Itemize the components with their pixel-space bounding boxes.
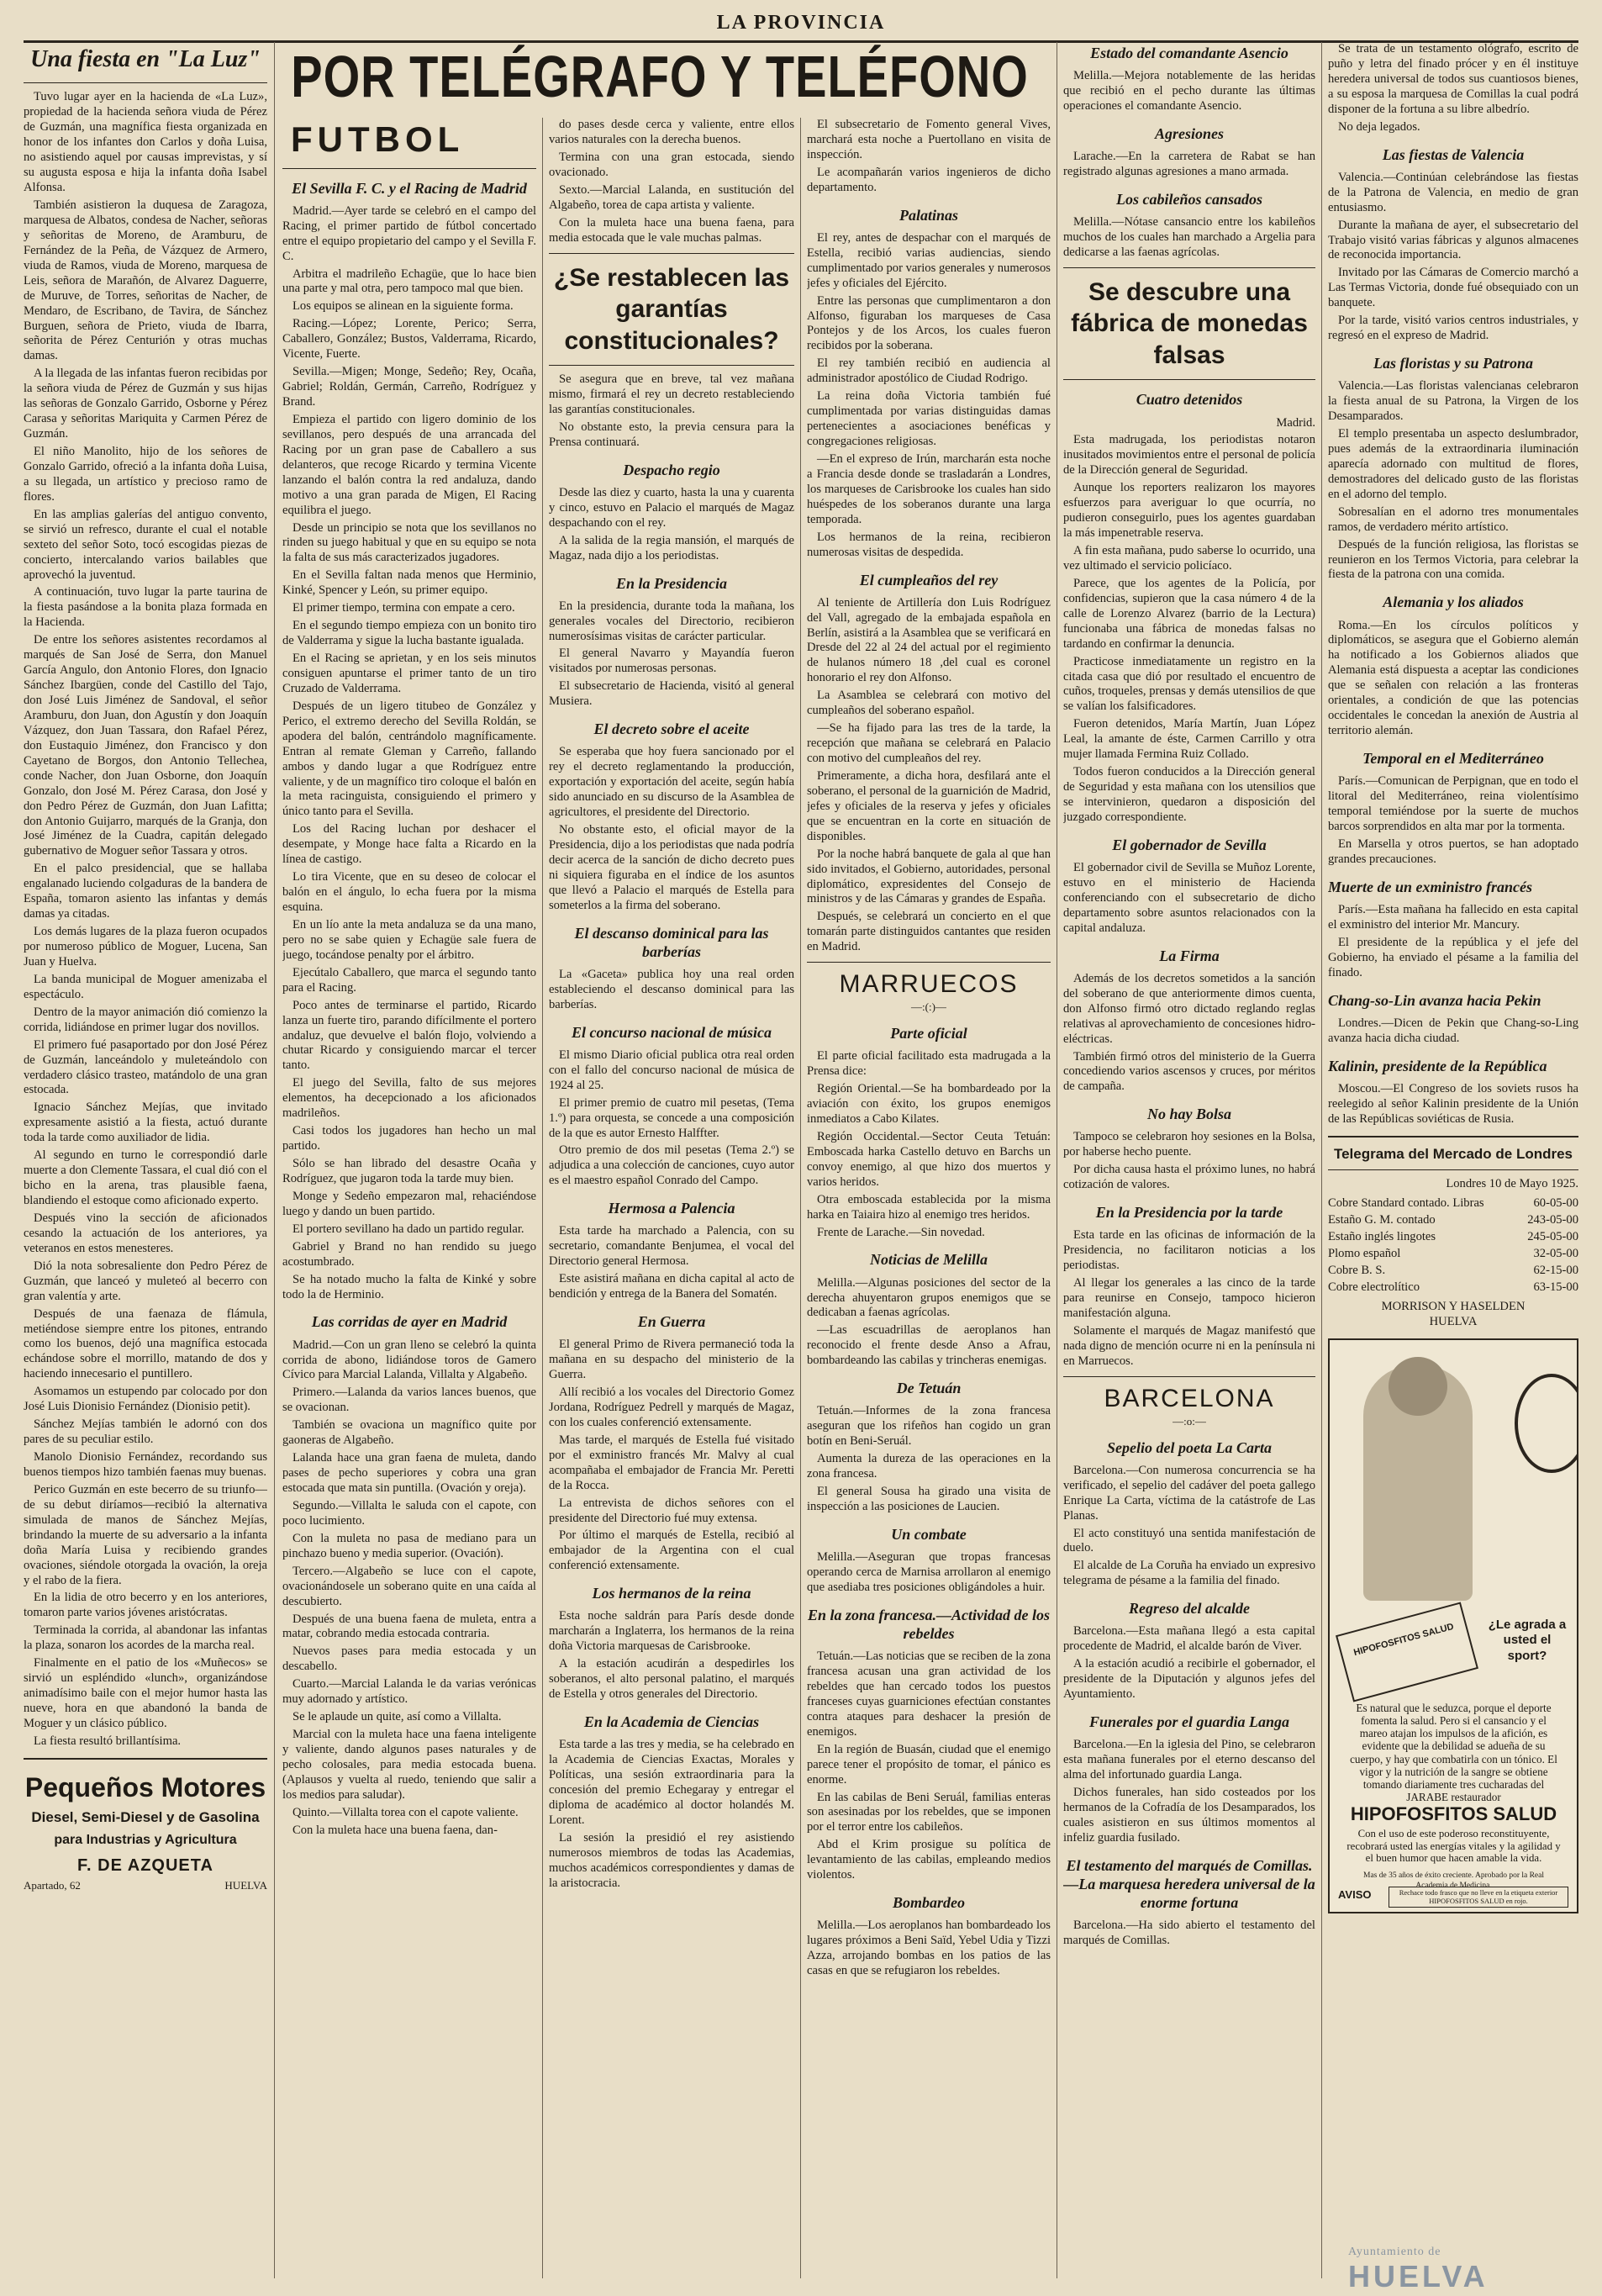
paragraph: Segundo.—Villalta le saluda con el capote, con poco lucimiento.	[282, 1498, 536, 1528]
paragraph: También se ovaciona un magnífico quite por gaoneras de Algabeño.	[282, 1418, 536, 1448]
paragraph: Mas tarde, el marqués de Estella fué visitado por el exministro francés Mr. Malvy al cual acompañaba el embajador de Francia Mr. Peretti de la Rocca.	[549, 1433, 794, 1492]
paragraph: Con la muleta hace una buena faena, dan-	[292, 1823, 498, 1837]
paragraph: La reina doña Victoria también fué cumplimentada por varias distinguidas damas pertenecientes a asociaciones benéficas y congregaciones religiosas.	[807, 389, 1051, 448]
paragraph: A la estación acudió a recibirle el gobernador, el presidente de la Diputación y algunos jefes del Ayuntamiento.	[1063, 1657, 1315, 1702]
paragraph: Monge y Sedeño empezaron mal, rehaciéndose luego y dando un buen partido.	[282, 1189, 536, 1218]
paragraph: Todos fueron conducidos a la Dirección general de Seguridad y esta mañana con los utensilios que se intervinieron, quedaron a disposición del juzgado correspondiente.	[1063, 765, 1315, 824]
subhead-floristas: Las floristas y su Patrona	[1373, 355, 1534, 372]
paragraph: Parece, que los agentes de la Policía, por confidencias, supieron que la casa número 4 de la calle de Lorenzo Alvarez (barrio de la Lectura) funcionaba una fábrica de monedas falsas no tardando en confirmar la denuncia.	[1063, 576, 1315, 651]
paragraph: Por último el marqués de Estella, recibió al embajador de la Argentina con el cual conferenció extensamente.	[549, 1528, 794, 1573]
paragraph: Frente de Larache.—Sin novedad.	[817, 1225, 985, 1239]
watermark-line-1: Ayuntamiento de	[1348, 2246, 1441, 2258]
paragraph: El subsecretario de Hacienda, visitó al general Musiera.	[549, 679, 794, 709]
subhead-testamento: El testamento del marqués de Comillas.—La marquesa heredera universal de la enorme fortuna	[1063, 1856, 1315, 1911]
paragraph: Poco antes de terminarse el partido, Ricardo lanza un fuerte tiro, parando difícilmente el portero andaluz, que devuelve el balón flojo, volviendo a chutar Ricardo y consiguiendo marcar el tercer tanto.	[282, 998, 536, 1073]
paragraph: Con la muleta no pasa de mediano para un pinchazo bueno y media superior. (Ovación).	[282, 1531, 536, 1560]
paragraph: Melilla.—Algunas posiciones del sector de la derecha ahuyentaron grupos enemigos que se dedicaban a faenas agrícolas.	[807, 1275, 1051, 1320]
paragraph: La banda municipal de Moguer amenizaba el espectáculo.	[24, 972, 267, 1001]
paragraph: Finalmente en el patio de los «Muñecos» se sirvió un espléndido «lunch», organizándose animadísimo baile con el mejor humor hasta las nueve, hora en que abandonó la banda de Moguer y un clásico público.	[24, 1656, 267, 1730]
paragraph: El general Navarro y Mayandía fueron visitados por numerosas personas.	[549, 647, 794, 676]
paragraph: En las cabilas de Beni Seruál, familias enteras son asesinadas por los rebeldes, que se imponen por el terror entre los cabileños.	[807, 1790, 1051, 1834]
paragraph: No obstante esto, el oficial mayor de la Presidencia, dijo a los periodistas que nada podría decir acerca de la sanción de dicho decreto pues ni siquiera figuraba en el índice de los asuntos que llevó a Palacio el marqués de Estella para someterlos a la firma del soberano.	[549, 823, 794, 912]
article-title-fiesta: Una fiesta en "La Luz"	[30, 46, 261, 72]
paragraph: El general Primo de Rivera permaneció toda la mañana en su despacho del ministerio de la Guerra.	[549, 1338, 794, 1382]
paragraph: El primer tiempo, termina con empate a cero.	[292, 601, 515, 615]
subhead-agresiones: Agresiones	[1154, 124, 1224, 142]
market-signature-2: HUELVA	[1429, 1314, 1478, 1328]
paragraph: Londres.—Dicen de Pekin que Chang-so-Ling avanza hacia dicha ciudad.	[1328, 1016, 1578, 1045]
subhead-cumpleanos: El cumpleaños del rey	[859, 571, 999, 589]
paragraph: Sexto.—Marcial Lalanda, en sustitución del Algabeño, torea de capa artista y valiente.	[549, 182, 794, 212]
paragraph: Los hermanos de la reina, recibieron numerosas visitas de despedida.	[807, 530, 1051, 559]
market-title: Telegrama del Mercado de Londres	[1333, 1145, 1573, 1162]
column-6	[1328, 42, 1578, 2278]
paragraph: Esta tarde a las tres y media, se ha celebrado en la Academia de Ciencias Exactas, Morales y Políticas, una sesión extraordinaria para la concesión del premio Echegaray y entregar el diploma de académico al doctor holandés M. Lorent.	[549, 1738, 794, 1827]
market-telegram	[1328, 1146, 1578, 1330]
ad-brand: HIPOFOSFITOS SALUD	[1350, 1802, 1557, 1824]
paragraph: Otro premio de dos mil pesetas (Tema 2.º) se adjudica a una colección de canciones, cuyo autor es el maestro español Conrado del Campo.	[549, 1143, 794, 1188]
paragraph: París.—Esta mañana ha fallecido en esta capital el exministro del interior Mr. Mancury.	[1328, 902, 1578, 932]
page-header	[24, 7, 1578, 43]
market-date: Londres 10 de Mayo 1925.	[1446, 1177, 1578, 1191]
paragraph: El acto constituyó una sentida manifestación de duelo.	[1063, 1526, 1315, 1555]
article-body-fiesta	[24, 90, 267, 1749]
paragraph: Los demás lugares de la plaza fueron ocupados por numeroso público de Moguer, Lucena, San Juan y Huelva.	[24, 925, 267, 969]
paragraph: De entre los señores asistentes recordamos al marqués de San José de Serra, don Manuel García Angulo, don Antonio Flores, don Ignacio Sánchez Ibargüen, conde del Castillo del Tajo, don José Luis Jiménez de Sandoval, el señor Aramburu, don Juan, don Agustín y don Joaquín Vázquez, don Juan Tassara, don Rafael Pérez, don Eustaquio Jiménez, don Francisco y don Cayetano de Borgos, don Antonio Tellechea, conde Nacher, don Juan Osborne, don Joaquín Gonzalo, don José M. Pérez Carasa, don José y don Pedro Pérez de Guzmán, don Juan Lafitta; don Antonio Guijarro, marqués de la Granja, don José Jiménez de la Cuadra, capitán delegado gubernativo de Moguer señor Tassara y otros.	[24, 633, 267, 858]
paragraph: Melilla.—Aseguran que tropas francesas operando cerca de Marnisa arrollaron al enemigo que asediaba tres posiciones obligándoles a huir.	[807, 1550, 1051, 1594]
paragraph: París.—Comunican de Perpignan, que en todo el litoral del Mediterráneo, reina violentísimo temporal temiéndose por la suerte de muchos barcos sorprendidos en alta mar por la tormenta.	[1328, 774, 1578, 833]
ad-motores-line: para Industrias y Agricultura	[54, 1833, 237, 1848]
subhead-palatinas: Palatinas	[898, 206, 958, 224]
paragraph: Dichos funerales, han sido costeados por los hermanos de la Cofradía de los Desamparados, los cuales asistieron en sus últimos momentos al infeliz guardia fusilado.	[1063, 1786, 1315, 1845]
ad-bottle-label: HIPOFOSFITOS SALUD	[1352, 1621, 1455, 1659]
paragraph: Este asistirá mañana en dicha capital al acto de bendición y entrega de la Banera del Somatén.	[549, 1272, 794, 1301]
subhead-guerra: En Guerra	[637, 1313, 706, 1331]
subhead-zona-francesa: En la zona francesa.—Actividad de los rebeldes	[807, 1606, 1050, 1642]
masthead-title: LA PROVINCIA	[716, 12, 886, 34]
paragraph: Invitado por las Cámaras de Comercio marchó a Las Termas Victoria, donde fué obsequiado con un banquete.	[1328, 266, 1578, 310]
table-cell-value: 32-05-00	[1533, 1247, 1578, 1261]
subhead-musica: El concurso nacional de música	[571, 1023, 772, 1041]
subhead-sepelio: Sepelio del poeta La Carta	[1107, 1438, 1272, 1456]
dateline-madrid: Madrid.	[1276, 415, 1315, 430]
paragraph: Asomamos un estupendo par colocado por don José Luis Dionisio Fernández (Dionisio petit).	[24, 1385, 267, 1414]
paragraph: Barcelona.—Esta mañana llegó a esta capital procedente de Madrid, el alcalde barón de Viver.	[1063, 1624, 1315, 1654]
paragraph: Aumenta la dureza de las operaciones en la zona francesa.	[807, 1452, 1051, 1481]
paragraph: A la llegada de las infantas fueron recibidas por la señora viuda de Pérez de Guzmán y sus hijas las señoras de Gonzalo Garrido, Osborne y Pérez Carasa y señoritas Mariquita y Carmen Pérez de Guzmán.	[24, 367, 267, 441]
paragraph: El primer premio de cuatro mil pesetas, (Tema 1.º) para orquesta, se concede a una composición de la que es autor Ernesto Halffter.	[549, 1095, 794, 1140]
subhead-presidencia: En la Presidencia	[615, 574, 727, 592]
ad-body-2: Con el uso de este poderoso reconstituyente, recobrará usted las energías vitales y la agilidad y el buen humor que hacen amable la vida.	[1346, 1827, 1561, 1865]
paragraph: Lo tira Vicente, que en su deseo de colocar el balón en el ángulo, lo echa fuera por la misma esquina.	[282, 870, 536, 915]
subhead-academia: En la Academia de Ciencias	[583, 1713, 760, 1730]
table-cell-value: 243-05-00	[1527, 1213, 1578, 1227]
paragraph: Se ha notado mucho la falta de Kinké y sobre todo la de Herminio.	[282, 1272, 536, 1301]
paragraph: Roma.—En los círculos políticos y diplomáticos, se asegura que el Gobierno alemán ha notificado a los Gobiernos aliados que Alemania está dispuesta a aceptar las condiciones que se señalen con relación a las fronteras orientales, a condición de que las potencias occidentales le concedan la anexión de Austria al territorio alemán.	[1328, 618, 1578, 738]
column-4	[807, 118, 1051, 2278]
table-row	[1328, 1196, 1578, 1212]
paragraph: Madrid.—Con un gran lleno se celebró la quinta corrida de abono, lidiándose toros de Gamero Cívico para Marcial Lalanda, Villalta y Algabeño.	[282, 1338, 536, 1382]
subhead-asencio: Estado del comandante Asencio	[1090, 45, 1288, 61]
paragraph: Se trata de un testamento ológrafo, escrito de puño y letra del finado prócer y en él instituye heredera universal de todos sus cuantiosos bienes, a su esposa la marquesa de Comillas la cual podrá disponer de la fortuna a su libre albedrío.	[1328, 42, 1578, 116]
paragraph: Valencia.—Continúan celebrándose las fiestas de la Patrona de Valencia, en medio de gran entusiasmo.	[1328, 170, 1578, 214]
paragraph: A la salida de la regia mansión, el marqués de Magaz, nada dijo a los periodistas.	[549, 533, 794, 562]
ad-body: Es natural que le seduzca, porque el deporte fomenta la salud. Pero si el cansancio y el mareo atajan los impulsos de la afición, es evidente que la debilidad se adueña de su cuerpo, y hay que combatirla con un tónico. El vigor y la nutrición de la sangre se obtiene tomando diariamente tres cucharadas del JARABE restaurador	[1350, 1701, 1557, 1804]
table-row	[1328, 1246, 1578, 1263]
table-cell-label: Estaño G. M. contado	[1328, 1213, 1436, 1227]
paragraph: Al llegar los generales a las cinco de la tarde para reunirse en Consejo, tampoco hicieron manifestación alguna.	[1063, 1276, 1315, 1320]
paragraph: Ignacio Sánchez Mejías, que invitado expresamente asistió a la fiesta, actuó durante toda la tarde como auxiliador de lidia.	[24, 1100, 267, 1145]
ad-motores-subtitle: Diesel, Semi-Diesel y de Gasolina	[31, 1809, 260, 1826]
paragraph: Melilla.—Nótase cansancio entre los kabileños muchos de los cuales han marchado a Argelia para dedicarse a las faenas agrícolas.	[1063, 215, 1315, 259]
paragraph: Nuevos pases para media estocada y un descabello.	[282, 1644, 536, 1674]
ad-bottle	[1336, 1602, 1478, 1702]
headline-garantias: ¿Se restablecen las garantías constitucionales?	[553, 263, 790, 355]
paragraph: Aunque los reporters realizaron los mayores esfuerzos para averiguar lo que ocurría, no pudieron conseguirlo, pues los agentes guardaban la más impenetrable reserva.	[1063, 481, 1315, 541]
subhead-chang-so-lin: Chang-so-Lin avanza hacia Pekin	[1328, 991, 1541, 1009]
table-cell-value: 62-15-00	[1533, 1264, 1578, 1278]
table-cell-label: Estaño inglés lingotes	[1328, 1230, 1436, 1244]
paragraph: Sobresalían en el adorno tres monumentales ramos, de verdadero mérito artístico.	[1328, 504, 1578, 534]
ad-motores-city: HUELVA	[224, 1879, 267, 1892]
subhead-exministro: Muerte de un exministro francés	[1328, 878, 1533, 895]
subhead-despacho: Despacho regio	[623, 461, 720, 478]
paragraph: Se le aplaude un quite, así como a Villalta.	[292, 1710, 502, 1724]
paragraph: Melilla.—Mejora notablemente de las heridas que recibió en el pecho durante las últimas operaciones el comandante Asencio.	[1063, 69, 1315, 113]
ad-aviso: AVISO	[1338, 1887, 1372, 1901]
subhead-kalinin: Kalinin, presidente de la República	[1328, 1057, 1547, 1074]
paragraph: Larache.—En la carretera de Rabat se han registrado algunas agresiones a mano armada.	[1063, 150, 1315, 178]
subhead-tetuan: De Tetuán	[896, 1380, 962, 1397]
paragraph: Tampoco se celebraron hoy sesiones en la Bolsa, por haberse hecho puente.	[1063, 1130, 1315, 1159]
ad-aviso-box: Rechace todo frasco que no lleve en la etiqueta exterior HIPOFOSFITOS SALUD en rojo.	[1389, 1887, 1568, 1908]
paragraph: Barcelona.—En la iglesia del Pino, se celebraron esta mañana funerales por el eterno descanso del alma del infortunado guardia Langa.	[1063, 1738, 1315, 1782]
paragraph: Solamente el marqués de Magaz manifestó que nada digno de mención ocurre ni en la península ni en Marruecos.	[1063, 1323, 1315, 1368]
paragraph: En el Racing se aprietan, y en los seis minutos consiguen apuntarse el primer tanto de un tiro Cruzado de Valderrama.	[282, 652, 536, 695]
market-signature-1: MORRISON Y HASELDEN	[1381, 1299, 1526, 1313]
paragraph: Esta tarde en las oficinas de información de la Presidencia, no facilitaron noticias a los periodistas.	[1063, 1228, 1315, 1273]
paragraph: En las amplias galerías del antiguo convento, se sirvió un refresco, durante el cual el notable sexteto del señor Soto, tocó escogidas piezas de concierto, intercalando varios bailables que aprovechó la juventud.	[24, 507, 267, 582]
paragraph: Después de un ligero titubeo de González y Perico, el extremo derecho del Sevilla Roldán, se apodera del balón, centrándolo magníficamente. Entran al remate Gleman y Carreño, fallando ambos y dando lugar a que Rodríguez entre valiente, y de un magnífico tiro coloque el balón en la meta racinguista, consiguiendo el primero y único tanto para el Sevilla.	[282, 699, 536, 819]
ad-motores-address: Apartado, 62	[24, 1879, 81, 1892]
paragraph: Termina con una gran estocada, siendo ovacionado.	[549, 150, 794, 179]
paragraph: Quinto.—Villalta torea con el capote valiente.	[292, 1805, 519, 1819]
paragraph: Desde un principio se nota que los sevillanos no rinden su juego habitual y que en su equipo se nota la falta de sus más caracterizados jugadores.	[282, 520, 536, 565]
paragraph: do pases desde cerca y valiente, entre ellos varios naturales con la derecha buenos.	[549, 118, 794, 146]
paragraph: El templo presentaba un aspecto deslumbrador, pues además de la extraordinaria iluminación aparecía adornado con multitud de flores, demostradores del delicado gusto de las floristas en el adorno del templo.	[1328, 427, 1578, 501]
paragraph: En el Sevilla faltan nada menos que Herminio, Kinké, Spencer y León, su primer equipo.	[282, 568, 536, 598]
paragraph: La «Gaceta» publica hoy una real orden estableciendo el descanso dominical para las barberías.	[549, 967, 794, 1011]
table-cell-value: 245-05-00	[1527, 1230, 1578, 1244]
ad-motores-title: Pequeños Motores	[24, 1771, 266, 1802]
paragraph: En Marsella y otros puertos, se han adoptado grandes precauciones.	[1328, 837, 1578, 866]
paragraph: El subsecretario de Fomento general Vives, marchará esta noche a Puertollano en visita de inspección.	[807, 118, 1051, 161]
paragraph: Otra emboscada establecida por la misma harka en Taiaira hizo al enemigo tres heridos.	[807, 1192, 1051, 1222]
paragraph: A la estación acudirán a despedirles los soberanos, el alto personal palatino, el marqués de Estella y otros generales del Directorio.	[549, 1657, 794, 1702]
paragraph: El niño Manolito, hijo de los señores de Gonzalo Garrido, ofreció a la infanta doña Luisa, a su llegada, un artístico y precioso ramo de flores.	[24, 445, 267, 504]
watermark-line-2: HUELVA	[1348, 2259, 1489, 2293]
table-cell-value: 60-05-00	[1533, 1196, 1578, 1211]
paragraph: Le acompañarán varios ingenieros de dicho departamento.	[807, 165, 1051, 194]
subhead-sevilla-racing: El Sevilla F. C. y el Racing de Madrid	[292, 179, 527, 197]
paragraph: Después vino la sección de aficionados cesando la actuación de los anteriores, ya veteranos en estos menesteres.	[24, 1211, 267, 1255]
paragraph: El portero sevillano ha dado un partido regular.	[292, 1222, 524, 1236]
section-marruecos: MARRUECOS	[839, 970, 1019, 999]
ad-small: Mas de 35 años de éxito creciente. Aprobado por la Real Academia de Medicina.	[1363, 1871, 1544, 1890]
paragraph: Allí recibió a los vocales del Directorio Gomez Jordana, Rodríguez Pedrell y marqués de Magaz, con los cuales conferenció extensamente.	[549, 1386, 794, 1429]
paragraph: Primero.—Lalanda da varios lances buenos, que se ovacionan.	[282, 1386, 536, 1415]
paragraph: Después, se celebrará un concierto en el que tomarán parte distinguidos cantantes que residen en Madrid.	[807, 910, 1051, 954]
paragraph: Entre las personas que cumplimentaron a don Alfonso, figuraban los marqueses de Casa Pontejos y de los Arcos, los cuales fueron recibidos por la soberana.	[807, 293, 1051, 353]
subhead-aceite: El decreto sobre el aceite	[593, 720, 750, 738]
paragraph: Durante la mañana de ayer, el subsecretario del Trabajo visitó varias fábricas y algunos almacenes de reconocida importancia.	[1328, 218, 1578, 262]
paragraph: También firmó otros del ministerio de la Guerra concediendo varios ascensos y cruces, por méritos de campaña.	[1063, 1049, 1315, 1094]
subhead-detenidos: Cuatro detenidos	[1136, 391, 1243, 409]
paragraph: Arbitra el madrileño Echagüe, que lo hace bien una parte y mal otra, pero tampoco mal que bien.	[282, 267, 536, 296]
paragraph: Ejecútalo Caballero, que marca el segundo tanto para el Racing.	[282, 965, 536, 995]
paragraph: Se asegura que en breve, tal vez mañana mismo, firmará el rey un decreto restableciendo las garantías constitucionales.	[549, 372, 794, 416]
paragraph: Lalanda hace una gran faena de muleta, dando pases de pecho superiores y cobra una gran estocada que mata sin puntilla. (Ovación y oreja).	[282, 1451, 536, 1496]
paragraph: El juego del Sevilla, falto de sus mejores elementos, ha decepcionado a los aficionados madrileños.	[282, 1076, 536, 1121]
paragraph: Valencia.—Las floristas valencianas celebraron la fiesta anual de su Patrona, la Virgen de los Desamparados.	[1328, 379, 1578, 424]
column-2	[282, 118, 536, 2278]
tennis-player-illustration	[1363, 1365, 1473, 1601]
ad-pequenos-motores	[24, 1768, 267, 1897]
subhead-gobernador-sevilla: El gobernador de Sevilla	[1112, 836, 1267, 853]
main-headline: POR TELÉGRAFO Y TELÉFONO	[291, 43, 1029, 109]
subhead-presidencia-tarde: En la Presidencia por la tarde	[1095, 1204, 1283, 1222]
subhead-combate: Un combate	[891, 1525, 967, 1543]
paragraph: El primero fué pasaportado por don José Pérez de Guzmán, lanceándolo y muleteándolo con verdadero clásico trasteo, matándolo de una gran estocada.	[24, 1037, 267, 1097]
paragraph: Con la muleta hace una buena faena, para media estocada que le vale muchas palmas.	[549, 215, 794, 245]
paragraph: Esta noche saldrán para París desde donde marcharán a Inglaterra, los hermanos de la reina doña Victoria marquesas de Carisbrooke.	[549, 1609, 794, 1654]
column-5	[1063, 42, 1315, 2278]
section-marruecos-ornament: —:(:)—	[911, 1000, 946, 1014]
tennis-racket-icon	[1515, 1374, 1578, 1473]
table-row	[1328, 1229, 1578, 1246]
paragraph: El mismo Diario oficial publica otra real orden con el fallo del concurso nacional de música de 1924 al 25.	[549, 1048, 794, 1092]
paragraph: El rey también recibió en audiencia al administrador apostólico de Ciudad Rodrigo.	[807, 356, 1051, 386]
paragraph: El parte oficial facilitado esta madrugada a la Prensa dice:	[807, 1049, 1051, 1079]
paragraph: Tuvo lugar ayer en la hacienda de «La Luz», propiedad de la hacienda señora viuda de Pérez de Guzmán, una magnífica fiesta organizada en honor de los infantes don Carlos y doña Luisa, no asistiendo aquel por causas imprevistas, y sí su augusta esposa e hija la infanta doña Isabel Alfonsa.	[24, 90, 267, 195]
ad-motores-name: F. DE AZQUETA	[77, 1855, 213, 1875]
paragraph: Región Oriental.—Se ha bombardeado por la aviación con éxito, los grupos enemigos inmediatos a Cabo Kilates.	[807, 1082, 1051, 1126]
paragraph: —En el expreso de Irún, marcharán esta noche a Francia desde donde se trasladarán a Londres, los marqueses de Carisbrooke los cuales han sido huéspedes de los soberanos durante una larga temporada.	[807, 451, 1051, 526]
paragraph: Gabriel y Brand no han rendido su juego acostumbrado.	[282, 1239, 536, 1269]
watermark-ayuntamiento	[1348, 2246, 1584, 2293]
table-cell-label: Plomo español	[1328, 1247, 1401, 1261]
paragraph: Sánchez Mejías también le adornó con dos pares de su peculiar estilo.	[24, 1417, 267, 1447]
paragraph: Se esperaba que hoy fuera sancionado por el rey el decreto reglamentando la producción, exportación y exportación del aceite, según había sido anunciado en su discurso de la Asamblea de agricultores, el presidente del Directorio.	[549, 745, 794, 820]
paragraph: El presidente de la república y el jefe del Gobierno, ha enviado el pésame a la familia del finado.	[1328, 935, 1578, 979]
paragraph: Barcelona.—Con numerosa concurrencia se ha verificado, el sepelio del cadáver del poeta gallego Enrique La Carta, víctima de la catástrofe de Las Planas.	[1063, 1463, 1315, 1523]
paragraph: La sesión la presidió el rey asistiendo numerosos miembros de todas las Academias, muchos académicos correspondientes y damas de la aristocracia.	[549, 1830, 794, 1890]
paragraph: En el palco presidencial, que se hallaba engalanado luciendo colgaduras de la bandera de España, tomaron asiento las infantas y demás damas ya citadas.	[24, 862, 267, 921]
paragraph: A continuación, tuvo lugar la parte taurina de la fiesta pasándose a la bonita plaza formada en la Hacienda.	[24, 585, 267, 630]
column-1	[24, 42, 267, 2278]
headline-monedas-falsas: Se descubre una fábrica de monedas falsas	[1071, 277, 1308, 369]
paragraph: Abd el Krim prosigue su política de levantamiento de las cabilas, empleando medios violentos.	[807, 1838, 1051, 1882]
paragraph: —Se ha fijado para las tres de la tarde, la recepción que mañana se celebrará en Palacio con motivo del cumpleaños del rey.	[807, 721, 1051, 765]
paragraph: A fin esta mañana, pudo saberse lo ocurrido, una vez ultimado el servicio policíaco.	[1063, 544, 1315, 573]
section-futbol: FUTBOL	[291, 119, 465, 159]
subhead-hermanos-reina: Los hermanos de la reina	[592, 1585, 751, 1602]
paragraph: Sevilla.—Migen; Monge, Sedeño; Rey, Ocaña, Gabriel; Roldán, Germán, Carreño, Rodríguez y Brand.	[282, 365, 536, 409]
paragraph: Después de la función religiosa, las floristas se reunieron en los Termos Victoria, para celebrar la fiesta de la patrona con una comida.	[1328, 537, 1578, 582]
paragraph: Después de una faenaza de flámula, metiéndose siempre entre los pitones, entrando como los buenos, dejó una magnífica estocada echándose sobre el morrillo, matando de dos y haciendo innecesario el puntillero.	[24, 1306, 267, 1381]
paragraph: Desde las diez y cuarto, hasta la una y cuarenta y cinco, estuvo en Palacio el marqués de Magaz despachando con el rey.	[549, 485, 794, 530]
subhead-fiestas-valencia: Las fiestas de Valencia	[1382, 145, 1525, 163]
paragraph: La entrevista de dichos señores con el presidente del Directorio fué muy extensa.	[549, 1496, 794, 1525]
paragraph: Primeramente, a dicha hora, desfilará ante el soberano, el personal de la guarnición de Madrid, jefes y oficiales de la reserva y jefes y oficiales que se encuentran en la corte en situación de disponibles.	[807, 768, 1051, 843]
subhead-hermosa: Hermosa a Palencia	[608, 1200, 735, 1217]
paragraph: En la presidencia, durante toda la mañana, los generales vocales del Directorio, recibieron numerosísimas visitas de carácter particular.	[549, 599, 794, 643]
paragraph: En la región de Buasán, ciudad que el enemigo parece tener el propósito de tomar, el pánico es enorme.	[807, 1742, 1051, 1787]
paragraph: No deja legados.	[1338, 119, 1420, 134]
subhead-temporal: Temporal en el Mediterráneo	[1362, 750, 1544, 767]
paragraph: Además de los decretos sometidos a la sanción del soberano de que anteriormente dimos cuenta, don Alfonso firmó otro dictado reglando reglas relativas al aprovechamiento de concesiones hidro-eléctricas.	[1063, 971, 1315, 1046]
paragraph: En un lío ante la meta andaluza se da una mano, pero no se sabe quien y Echagüe sale fuera de juego, tocándose penalty por el árbitro.	[282, 917, 536, 962]
paragraph: Esta tarde ha marchado a Palencia, con su secretario, comandante Benjumea, el vocal del Directorio general Hermosa.	[549, 1224, 794, 1269]
subhead-bolsa: No hay Bolsa	[1146, 1106, 1231, 1123]
paragraph: —Las escuadrillas de aeroplanos han reconocido el frente desde Anso a Afrau, bombardeando las cabilas y trincheras enemigas.	[807, 1323, 1051, 1368]
ad-hipofosfitos	[1328, 1338, 1578, 1913]
paragraph: Esta madrugada, los periodistas notaron inusitados movimientos entre el personal de policía de la Dirección general de Seguridad.	[1063, 433, 1315, 478]
paragraph: El rey, antes de despachar con el marqués de Estella, recibió varias audiencias, siendo cumplimentado por varios generales y numerosos jefes y oficiales del Ejército.	[807, 230, 1051, 290]
subhead-barberias: El descanso dominical para las barberías	[574, 924, 769, 960]
table-row	[1328, 1212, 1578, 1229]
paragraph: En el segundo tiempo empieza con un bonito tiro de Valderrama y sigue la lucha bastante igualada.	[282, 619, 536, 648]
table-cell-value: 63-15-00	[1533, 1280, 1578, 1295]
column-3	[549, 118, 794, 2278]
paragraph: Tercero.—Algabeño se luce con el capote, ovacionándosele un soberano quite en una caída al descubierto.	[282, 1564, 536, 1608]
paragraph: Fueron detenidos, María Martín, Juan López Leal, la amante de éste, Carmen Carrillo y otra mujer llamada Fermina Ruiz Collado.	[1063, 717, 1315, 762]
subhead-corridas: Las corridas de ayer en Madrid	[311, 1313, 508, 1331]
paragraph: Al teniente de Artillería don Luis Rodríguez del Vall, agregado de la embajada española en Berlín, asistirá a la Asamblea que se verificará en Dresde del 22 al 24 del actual por el regimiento de hulanos número 18 ,del cual es coronel honorario el rey don Alfonso.	[807, 595, 1051, 685]
paragraph: Región Occidental.—Sector Ceuta Tetuán: Emboscada harka Castello detuvo en Barchs un convoy enemigo, al que hizo dos muertos y varios heridos.	[807, 1129, 1051, 1189]
paragraph: Madrid.—Ayer tarde se celebró en el campo del Racing, el primer partido de fútbol concertado entre el equipo propietario del campo y el Sevilla F. C.	[282, 203, 536, 263]
paragraph: Moscou.—El Congreso de los soviets rusos ha reelegido al señor Kalinin presidente de la Unión de las Repúblicas soviéticas de Rusia.	[1328, 1081, 1578, 1126]
paragraph: Los del Racing luchan por deshacer el desempate, y Monge hace falta a Ricardo en la línea de castigo.	[282, 822, 536, 867]
paragraph: Cuarto.—Marcial Lalanda le da varias verónicas muy adornado y artístico.	[282, 1677, 536, 1707]
subhead-parte-oficial: Parte oficial	[890, 1025, 967, 1042]
subhead-bombardeo: Bombardeo	[892, 1894, 965, 1912]
paragraph: Por la noche habrá banquete de gala al que han sido invitados, el Gobierno, autoridades, personal diplomático, expresidentes del Consejo de ministros y de las Cámaras y grandes de España.	[807, 847, 1051, 906]
paragraph: Practicose inmediatamente un registro en la citada casa que dió por resultado el encuentro de cuños, troqueles, prensas y demás utensilios de que se valían los falsificadores.	[1063, 654, 1315, 714]
paragraph: Dentro de la mayor animación dió comienzo la corrida, lidiándose en primer lugar dos novillos.	[24, 1005, 267, 1034]
paragraph: Melilla.—Los aeroplanos han bombardeado los lugares próximos a Beni Saïd, Yebel Udia y Tizzi Azza, arrojando bombas en los patios de las casas en que se refugiaron los rebeldes.	[807, 1919, 1051, 1978]
subhead-cabilenos: Los cabileños cansados	[1115, 190, 1262, 208]
paragraph: Tetuán.—Informes de la zona francesa aseguran que los rifeños han cogido un gran botín en Beni-Seruál.	[807, 1404, 1051, 1449]
paragraph: Marcial con la muleta hace una faena inteligente y valiente, dando algunos pases naturales y de pecho colosales, para media estocada buena. (Aplausos y vuelta al ruedo, teniendo que salir a los medios para saludar).	[282, 1728, 536, 1802]
subhead-melilla: Noticias de Melilla	[870, 1251, 988, 1269]
paragraph: Al segundo en turno le correspondió darle muerte a don Clemente Tassara, el cual dió con el bicho en la arena, tras plausible faena, blandiendo el estoque como aficionado experto.	[24, 1148, 267, 1207]
subhead-firma: La Firma	[1159, 947, 1220, 964]
paragraph: El general Sousa ha girado una visita de inspección a las posiciones de Laucien.	[807, 1485, 1051, 1513]
paragraph: Por la tarde, visitó varios centros industriales, y regresó en el expreso de Madrid.	[1328, 314, 1578, 343]
paragraph: Dió la nota sobresaliente don Pedro Pérez de Guzmán, que lanceó y muleteó al becerro con gran valentía y arte.	[24, 1259, 267, 1303]
market-table	[1328, 1196, 1578, 1296]
paragraph: Por dicha causa hasta el próximo lunes, no habrá cotización de valores.	[1063, 1163, 1315, 1192]
subhead-alemania: Alemania y los aliados	[1383, 594, 1524, 611]
paragraph: Barcelona.—Ha sido abierto el testamento del marqués de Comillas.	[1063, 1919, 1315, 1948]
paragraph: El alcalde de La Coruña ha enviado un expresivo telegrama de pésame a la familia del finado.	[1063, 1559, 1315, 1588]
subhead-regreso-alcalde: Regreso del alcalde	[1129, 1600, 1250, 1618]
section-barcelona-ornament: —:o:—	[1173, 1414, 1206, 1428]
paragraph: Empieza el partido con ligero dominio de los sevillanos, pero después de una arrancada del Racing por un gran pase de Caballero a sus delanteros, que recoge Ricardo y termina Vicente lanzando el balón contra la red andaluza, dando motivo a una gran parada de Migen, El Racing equilibra el juego.	[282, 412, 536, 517]
paragraph: En la lidia de otro becerro y en los anteriores, tomaron parte varios jóvenes aristócratas.	[24, 1591, 267, 1620]
paragraph: El gobernador civil de Sevilla se Muñoz Lorente, estuvo en el ministerio de Hacienda conferenciando con el subsecretario de dicho departamento sobre asuntos relacionados con la capital andaluza.	[1063, 861, 1315, 935]
section-barcelona: BARCELONA	[1104, 1384, 1275, 1412]
paragraph: Manolo Dionisio Fernández, recordando sus buenos tiempos hizo también faenas muy buenas.	[24, 1450, 267, 1479]
table-cell-label: Cobre B. S.	[1328, 1264, 1386, 1278]
paragraph: Después de una buena faena de muleta, entra a matar, cobrando media estocada contraria.	[282, 1612, 536, 1641]
paragraph: No obstante esto, la previa censura para la Prensa continuará.	[549, 420, 794, 449]
paragraph: Los equipos se alinean en la siguiente forma.	[292, 299, 514, 314]
ad-question: ¿Le agrada a usted el sport?	[1488, 1617, 1567, 1663]
table-row	[1328, 1263, 1578, 1280]
table-cell-label: Cobre Standard contado. Libras	[1328, 1196, 1484, 1211]
paragraph: Tetuán.—Las noticias que se reciben de la zona francesa acusan una gran actividad de los rebeldes que han cercado todos los puestos franceses cuyas guarniciones efectúan constantes contra ataques para deshacer la presión de enemigos.	[807, 1649, 1051, 1739]
paragraph: También asistieron la duquesa de Zaragoza, marquesa de Albatos, condesa de Nacher, señoras y señoritas de Moreno, de Aramburu, de Fernández de la Peña, de Vázquez de Armero, viuda de Ramos, viuda de Moreno, marquesa de Leis, señora de Marañón, de Alvarez Daguerre, de Muruve, de Torres, señoritas de Nacher, de Mendaro, de Escribano, de Tavira, de Sánchez Burguen, señora de Prieto, viuda de Ibarra, señorita de Pérez Centurión y otras muchas damas.	[24, 198, 267, 363]
paragraph: Perico Guzmán en este becerro de su triunfo—de su debut diríamos—recibió la alternativa simulada de manos de Sánchez Mejías, brindando la muerte de su adversario a la infanta doña María Luisa y recibiendo grandes ovaciones, siéndole otorgada la ovación, la oreja y el rabo de la fiera.	[24, 1482, 267, 1587]
paragraph: La Asamblea se celebrará con motivo del cumpleaños del soberano español.	[807, 689, 1051, 718]
paragraph: Racing.—López; Lorente, Perico; Serra, Caballero, González; Bustos, Valderrama, Ricardo, Vicente, Fuerte.	[282, 317, 536, 362]
paragraph: Terminada la corrida, al abandonar las infantas la plaza, sonaron los acordes de la marcha real.	[24, 1623, 267, 1653]
paragraph: La fiesta resultó brillantísima.	[34, 1734, 182, 1748]
paragraph: Sólo se han librado del desastre Ocaña y Rodríguez, que jugaron toda la tarde muy bien.	[282, 1157, 536, 1185]
table-cell-label: Cobre electrolítico	[1328, 1280, 1420, 1295]
table-row	[1328, 1280, 1578, 1296]
subhead-funerales: Funerales por el guardia Langa	[1088, 1713, 1290, 1731]
paragraph: Casi todos los jugadores han hecho un mal partido.	[282, 1124, 536, 1153]
